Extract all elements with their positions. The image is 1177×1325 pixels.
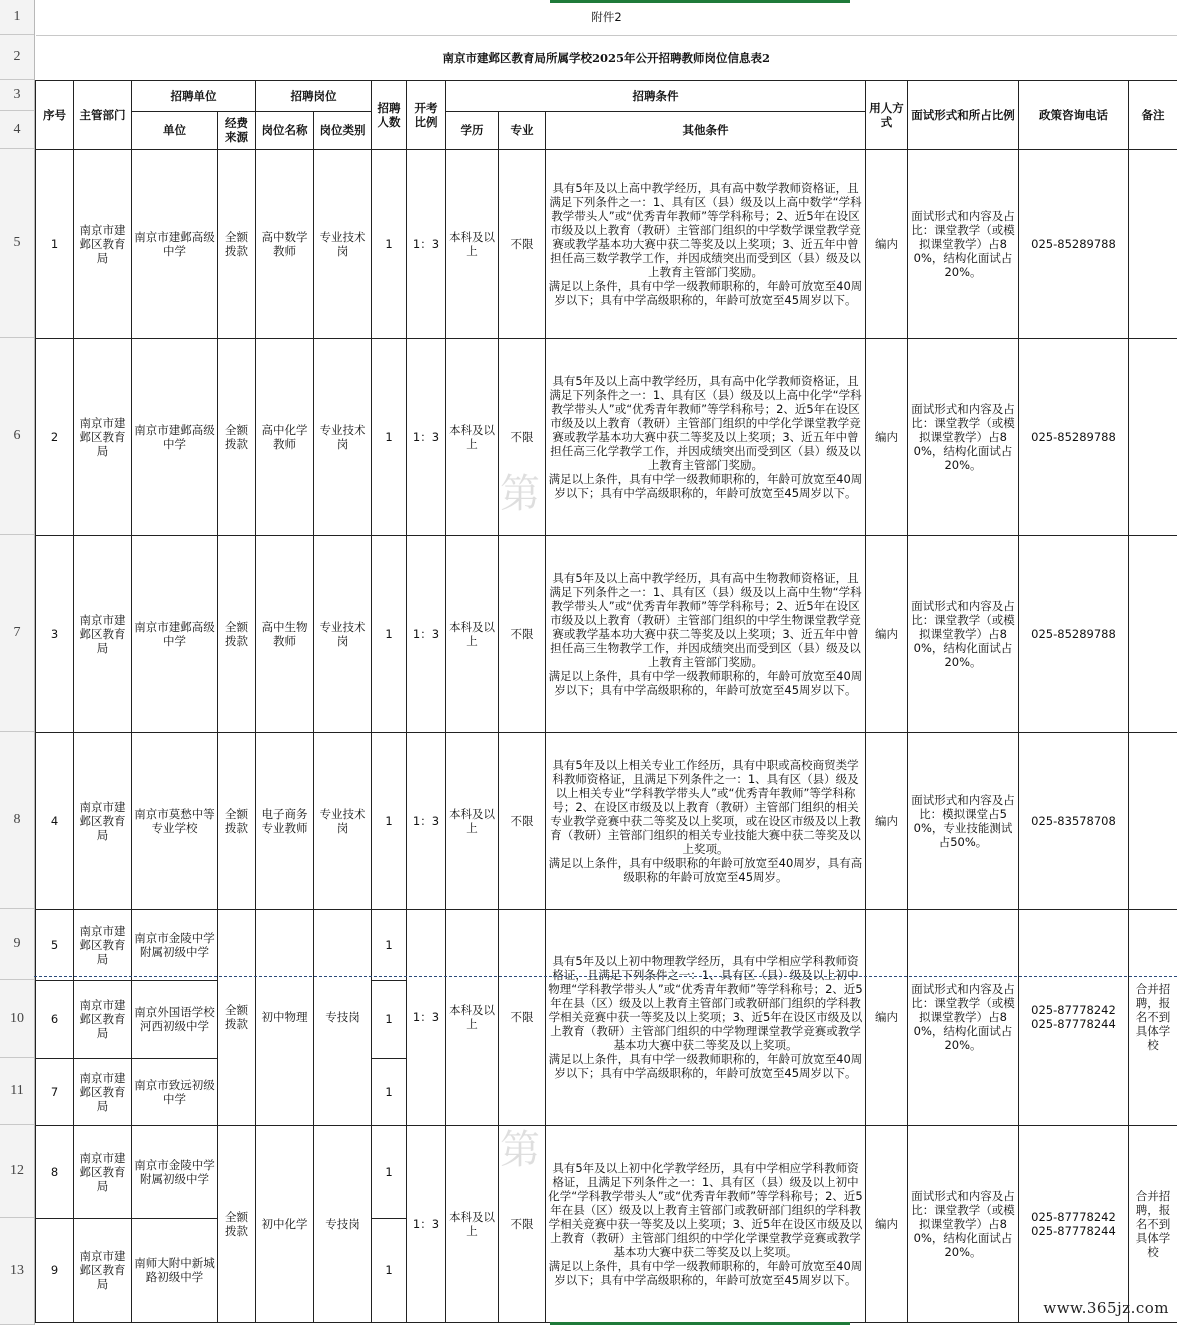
cell-edu[interactable]: 本科及以上 (446, 149, 499, 338)
cell-dept[interactable]: 南京市建邺区教育局 (74, 1218, 132, 1322)
cell-count[interactable]: 1 (372, 338, 407, 535)
cell-phone[interactable]: 025-87778242 025-87778244 (1019, 1125, 1129, 1322)
cell-edu[interactable]: 本科及以上 (446, 732, 499, 909)
header-unit[interactable]: 单位 (132, 111, 218, 149)
row-number[interactable]: 6 (0, 338, 34, 535)
cell-count[interactable]: 1 (372, 149, 407, 338)
cell-post[interactable]: 电子商务专业教师 (256, 732, 314, 909)
cell-other[interactable]: 具有5年及以上初中化学教学经历，具有中学相应学科教师资格证，且满足下列条件之一：1、具有区（县）级及以上初中化学“学科教学带头人”或“优秀青年教师”等学科称号；2、近5年在县（区）级及以上教育主管部门或教研部门组织的学科教学相关竞赛中获一等奖及以上奖项；3、近5年在设区市级及以上教育（教研）主管部门组织的中学化学课堂教学竞赛或教学基本功大赛中获二等奖及以上奖项。 满足以上条件，具有中学一级教师职称的，年龄可放宽至40周岁以下；具有中学高级职称的，年龄可放宽至45周岁以下。 (546, 1125, 866, 1322)
attachment-label[interactable]: 附件2 (36, 0, 1177, 35)
row-number[interactable]: 4 (0, 111, 34, 149)
cell-post[interactable]: 高中数学教师 (256, 149, 314, 338)
cell-major[interactable]: 不限 (499, 909, 546, 1125)
header-employ[interactable]: 用人方式 (866, 80, 908, 149)
cell-ratio[interactable]: 1：3 (407, 1125, 446, 1322)
header-note[interactable]: 备注 (1129, 80, 1177, 149)
cell-phone[interactable]: 025-85289788 (1019, 149, 1129, 338)
cell-major[interactable]: 不限 (499, 732, 546, 909)
cell-ratio[interactable]: 1：3 (407, 338, 446, 535)
cell-other[interactable]: 具有5年及以上初中物理教学经历，具有中学相应学科教师资格证，且满足下列条件之一：1、具有区（县）级及以上初中物理“学科教学带头人”或“优秀青年教师”等学科称号；2、近5年在县（区）级及以上教育主管部门或教研部门组织的学科教学相关竞赛中获一等奖及以上奖项；3、近5年在设区市级及以上教育（教研）主管部门组织的中学物理课堂教学竞赛或教学基本功大赛中获二等奖及以上奖项。 满足以上条件，具有中学一级教师职称的，年龄可放宽至40周岁以下；具有中学高级职称的，年龄可放宽至45周岁以下。 (546, 909, 866, 1125)
cell-edu[interactable]: 本科及以上 (446, 535, 499, 732)
row-number[interactable]: 5 (0, 149, 34, 338)
header-dept[interactable]: 主管部门 (74, 80, 132, 149)
row-number[interactable]: 3 (0, 80, 34, 111)
header-seq[interactable]: 序号 (36, 80, 74, 149)
cell-edu[interactable]: 本科及以上 (446, 1125, 499, 1322)
row-number[interactable]: 8 (0, 732, 34, 909)
cell-note[interactable] (1129, 535, 1177, 732)
cell-note[interactable]: 合并招聘，报名不到具体学校 (1129, 1125, 1177, 1322)
cell-other[interactable]: 具有5年及以上高中教学经历，具有高中生物教师资格证，且满足下列条件之一：1、具有区（县）级及以上高中生物“学科教学带头人”或“优秀青年教师”等学科称号；2、近5年在设区市级及以上教育（教研）主管部门组织的中学生物课堂教学竞赛或教学基本功大赛中获二等奖及以上奖项；3、近五年中曾担任高三生物教学工作，并因成绩突出而受到区（县）级及以上教育主管部门奖励。 满足以上条件，具有中学一级教师职称的，年龄可放宽至40周岁以下；具有中学高级职称的，年龄可放宽至45周岁以下。 (546, 535, 866, 732)
cell-unit[interactable]: 南京市致远初级中学 (132, 1058, 218, 1125)
header-post-type[interactable]: 岗位类别 (314, 111, 372, 149)
header-conditions-group[interactable]: 招聘条件 (446, 80, 866, 111)
cell-seq[interactable]: 5 (36, 909, 74, 980)
table-row (36, 909, 1177, 980)
row-number[interactable]: 2 (0, 35, 34, 80)
cell-interview[interactable]: 面试形式和内容及占比：课堂教学（或模拟课堂教学）占80%，结构化面试占20%。 (908, 149, 1019, 338)
cell-major[interactable]: 不限 (499, 535, 546, 732)
cell-phone[interactable]: 025-83578708 (1019, 732, 1129, 909)
row-number[interactable]: 10 (0, 980, 34, 1058)
cell-seq[interactable]: 2 (36, 338, 74, 535)
header-interview[interactable]: 面试形式和所占比例 (908, 80, 1019, 149)
table-title[interactable]: 南京市建邺区教育局所属学校2025年公开招聘教师岗位信息表2 (36, 35, 1177, 80)
row-number[interactable]: 9 (0, 909, 34, 980)
cell-ratio[interactable]: 1：3 (407, 732, 446, 909)
cell-unit[interactable]: 南京市建邺高级中学 (132, 149, 218, 338)
cell-ratio[interactable]: 1：3 (407, 535, 446, 732)
table-row (36, 535, 1177, 732)
cell-interview[interactable]: 面试形式和内容及占比：课堂教学（或模拟课堂教学）占80%，结构化面试占20%。 (908, 909, 1019, 1125)
cell-type[interactable]: 专技岗 (314, 909, 372, 1125)
row-number[interactable]: 1 (0, 0, 34, 35)
cell-other[interactable]: 具有5年及以上相关专业工作经历，具有中职或高校商贸类学科教师资格证，且满足下列条件之一：1、具有区（县）级及以上相关专业“学科教学带头人”或“优秀青年教师”等学科称号；2、在设区市级及以上教育（教研）主管部门组织的相关专业教学竞赛中获二等奖及以上奖项，或在设区市级及以上教育（教研）主管部门组织的相关专业技能大赛中获二等奖及以上奖项。 满足以上条件，具有中级职称的年龄可放宽至40周岁，具有高级职称的年龄可放宽至45周岁。 (546, 732, 866, 909)
cell-major[interactable]: 不限 (499, 1125, 546, 1322)
row-number[interactable]: 11 (0, 1058, 34, 1125)
header-major[interactable]: 专业 (499, 111, 546, 149)
cell-unit[interactable]: 南京市金陵中学附属初级中学 (132, 1125, 218, 1218)
cell-dept[interactable]: 南京市建邺区教育局 (74, 909, 132, 980)
cell-post[interactable]: 高中生物教师 (256, 535, 314, 732)
cell-type[interactable]: 专技岗 (314, 1125, 372, 1322)
row-header-column (0, 0, 35, 1325)
cell-count[interactable]: 1 (372, 1125, 407, 1218)
header-ratio[interactable]: 开考比例 (407, 80, 446, 149)
row-number[interactable]: 7 (0, 535, 34, 732)
cell-post[interactable]: 高中化学教师 (256, 338, 314, 535)
cell-seq[interactable]: 4 (36, 732, 74, 909)
cell-fund[interactable]: 全额拨款 (218, 338, 256, 535)
cell-count[interactable]: 1 (372, 909, 407, 980)
table-row (36, 732, 1177, 909)
cell-other[interactable]: 具有5年及以上高中教学经历，具有高中化学教师资格证，且满足下列条件之一：1、具有区（县）级及以上高中化学“学科教学带头人”或“优秀青年教师”等学科称号；2、近5年在设区市级及以上教育（教研）主管部门组织的中学化学课堂教学竞赛或教学基本功大赛中获二等奖及以上奖项；3、近五年中曾担任高三化学教学工作，并因成绩突出而受到区（县）级及以上教育主管部门奖励。 满足以上条件，具有中学一级教师职称的，年龄可放宽至40周岁以下；具有中学高级职称的，年龄可放宽至45周岁以下。 (546, 338, 866, 535)
header-post-name[interactable]: 岗位名称 (256, 111, 314, 149)
table-row (36, 338, 1177, 535)
cell-unit[interactable]: 南京市莫愁中等专业学校 (132, 732, 218, 909)
cell-count[interactable]: 1 (372, 732, 407, 909)
cell-post[interactable]: 初中物理 (256, 909, 314, 1125)
cell-fund[interactable]: 全额拨款 (218, 149, 256, 338)
cell-fund[interactable]: 全额拨款 (218, 535, 256, 732)
cell-seq[interactable]: 9 (36, 1218, 74, 1322)
cell-phone[interactable]: 025-87778242 025-87778244 (1019, 909, 1129, 1125)
site-watermark: www.365jz.com (1043, 1299, 1169, 1317)
cell-seq[interactable]: 3 (36, 535, 74, 732)
cell-employ[interactable]: 编内 (866, 1125, 908, 1322)
cell-count[interactable]: 1 (372, 980, 407, 1058)
cell-seq[interactable]: 1 (36, 149, 74, 338)
header-other[interactable]: 其他条件 (546, 111, 866, 149)
header-count[interactable]: 招聘人数 (372, 80, 407, 149)
header-phone[interactable]: 政策咨询电话 (1019, 80, 1129, 149)
row-number[interactable]: 13 (0, 1218, 34, 1325)
cell-interview[interactable]: 面试形式和内容及占比：课堂教学（或模拟课堂教学）占80%，结构化面试占20%。 (908, 1125, 1019, 1322)
cell-unit[interactable]: 南师大附中新城路初级中学 (132, 1218, 218, 1322)
cell-unit[interactable]: 南京外国语学校河西初级中学 (132, 980, 218, 1058)
cell-employ[interactable]: 编内 (866, 535, 908, 732)
cell-fund[interactable]: 全额拨款 (218, 909, 256, 1125)
header-unit-group[interactable]: 招聘单位 (132, 80, 256, 111)
cell-unit[interactable]: 南京市建邺高级中学 (132, 535, 218, 732)
cell-dept[interactable]: 南京市建邺区教育局 (74, 535, 132, 732)
cell-note[interactable]: 合并招聘，报名不到具体学校 (1129, 909, 1177, 1125)
cell-major[interactable]: 不限 (499, 149, 546, 338)
cell-interview[interactable]: 面试形式和内容及占比：课堂教学（或模拟课堂教学）占80%，结构化面试占20%。 (908, 535, 1019, 732)
header-edu[interactable]: 学历 (446, 111, 499, 149)
cell-dept[interactable]: 南京市建邺区教育局 (74, 1058, 132, 1125)
cell-dept[interactable]: 南京市建邺区教育局 (74, 1125, 132, 1218)
cell-other[interactable]: 具有5年及以上高中教学经历，具有高中数学教师资格证，且满足下列条件之一：1、具有区（县）级及以上高中数学“学科教学带头人”或“优秀青年教师”等学科称号；2、近5年在设区市级及以上教育（教研）主管部门组织的中学数学课堂教学竞赛或教学基本功大赛中获二等奖及以上奖项；3、近五年中曾担任高三数学教学工作，并因成绩突出而受到区（县）级及以上教育主管部门奖励。 满足以上条件，具有中学一级教师职称的，年龄可放宽至40周岁以下；具有中学高级职称的，年龄可放宽至45周岁以下。 (546, 149, 866, 338)
cell-employ[interactable]: 编内 (866, 149, 908, 338)
cell-dept[interactable]: 南京市建邺区教育局 (74, 338, 132, 535)
cell-type[interactable]: 专业技术岗 (314, 149, 372, 338)
header-fund[interactable]: 经费来源 (218, 111, 256, 149)
cell-edu[interactable]: 本科及以上 (446, 338, 499, 535)
cell-ratio[interactable]: 1：3 (407, 909, 446, 1125)
cell-ratio[interactable]: 1：3 (407, 149, 446, 338)
cell-note[interactable] (1129, 338, 1177, 535)
cell-phone[interactable]: 025-85289788 (1019, 535, 1129, 732)
row-number[interactable]: 12 (0, 1125, 34, 1218)
cell-dept[interactable]: 南京市建邺区教育局 (74, 149, 132, 338)
cell-edu[interactable]: 本科及以上 (446, 909, 499, 1125)
cell-phone[interactable]: 025-85289788 (1019, 338, 1129, 535)
cell-type[interactable]: 专业技术岗 (314, 732, 372, 909)
cell-type[interactable]: 专业技术岗 (314, 535, 372, 732)
cell-unit[interactable]: 南京市金陵中学附属初级中学 (132, 909, 218, 980)
cell-seq[interactable]: 6 (36, 980, 74, 1058)
cell-interview[interactable]: 面试形式和内容及占比：模拟课堂占50%，专业技能测试占50%。 (908, 732, 1019, 909)
cell-type[interactable]: 专业技术岗 (314, 338, 372, 535)
cell-seq[interactable]: 8 (36, 1125, 74, 1218)
cell-count[interactable]: 1 (372, 1218, 407, 1322)
watermark-text: 第 (500, 471, 540, 517)
cell-count[interactable]: 1 (372, 535, 407, 732)
recruitment-table (35, 0, 1177, 1323)
cell-note[interactable] (1129, 732, 1177, 909)
cell-fund[interactable]: 全额拨款 (218, 1125, 256, 1322)
cell-major[interactable]: 不限 (499, 338, 546, 535)
cell-seq[interactable]: 7 (36, 1058, 74, 1125)
cell-dept[interactable]: 南京市建邺区教育局 (74, 732, 132, 909)
cell-employ[interactable]: 编内 (866, 338, 908, 535)
cell-count[interactable]: 1 (372, 1058, 407, 1125)
cell-unit[interactable]: 南京市建邺高级中学 (132, 338, 218, 535)
watermark-text: 第 (500, 1127, 540, 1173)
cell-interview[interactable]: 面试形式和内容及占比：课堂教学（或模拟课堂教学）占80%，结构化面试占20%。 (908, 338, 1019, 535)
cell-dept[interactable]: 南京市建邺区教育局 (74, 980, 132, 1058)
cell-post[interactable]: 初中化学 (256, 1125, 314, 1322)
cell-employ[interactable]: 编内 (866, 732, 908, 909)
header-post-group[interactable]: 招聘岗位 (256, 80, 372, 111)
cell-employ[interactable]: 编内 (866, 909, 908, 1125)
table-row (36, 1125, 1177, 1218)
cell-fund[interactable]: 全额拨款 (218, 732, 256, 909)
table-row (36, 149, 1177, 338)
page-break-line (34, 976, 1177, 977)
cell-note[interactable] (1129, 149, 1177, 338)
